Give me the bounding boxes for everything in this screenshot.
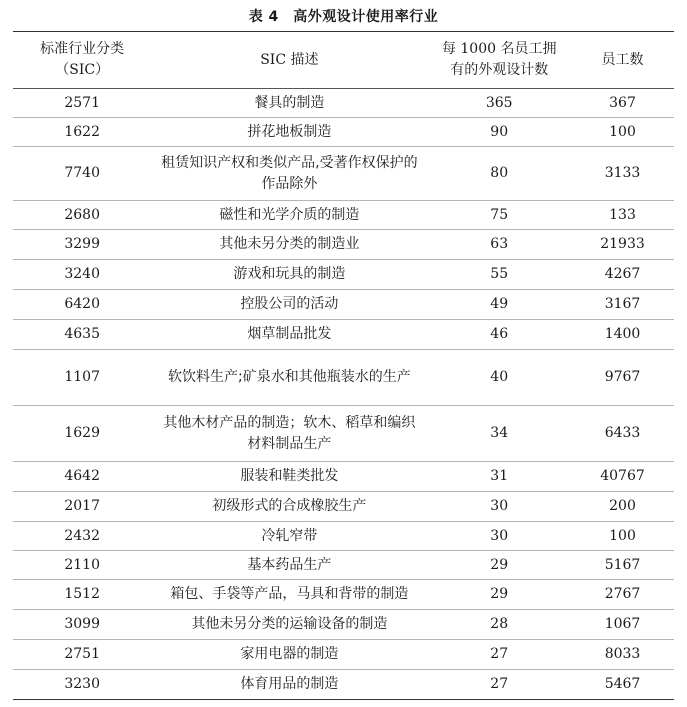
table-row [13,230,674,260]
row-sic-code: 2680 [64,206,100,223]
row-sic-code: 2751 [64,646,100,662]
row-designs-per-1000: 28 [490,616,509,632]
row-employees: 100 [609,123,636,140]
row-sic-code: 1622 [64,123,100,140]
row-sic-code: 4642 [64,468,100,484]
table-row [13,89,674,118]
table-row [13,670,674,700]
row-employees: 21933 [600,236,645,252]
header-employees: 员工数 [601,51,644,68]
row-sic-code: 2017 [64,498,100,514]
row-designs-per-1000: 30 [490,527,509,544]
row-designs-per-1000: 34 [490,425,509,441]
row-sic-desc: 冷轧窄带 [261,527,318,544]
header-sic-code: 标准行业分类（SIC） [40,41,125,78]
table-row [13,350,674,406]
row-sic-desc: 其他未另分类的制造业 [219,236,360,252]
row-sic-desc: 控股公司的活动 [240,296,339,312]
row-sic-desc: 家用电器的制造 [240,646,339,662]
row-sic-desc: 租赁知识产权和类似产品,受著作权保护的作品除外 [161,154,418,192]
table-row [13,118,674,147]
row-designs-per-1000: 55 [490,266,509,282]
table-row [13,640,674,670]
row-sic-code: 3240 [64,266,100,282]
row-designs-per-1000: 365 [485,94,513,111]
table-row [13,551,674,580]
row-employees: 367 [609,94,636,111]
row-sic-desc: 其他未另分类的运输设备的制造 [191,616,388,632]
row-employees: 200 [609,498,636,514]
row-sic-code: 2571 [64,94,100,111]
header-designs-per-1000: 每 1000 名员工拥有的外观设计数 [441,41,557,78]
row-sic-desc: 初级形式的合成橡胶生产 [212,498,367,514]
row-sic-desc: 软饮料生产;矿泉水和其他瓶装水的生产 [168,369,411,385]
row-sic-code: 4635 [64,326,100,342]
row-sic-desc: 烟草制品批发 [247,326,332,342]
table-row [13,462,674,492]
row-designs-per-1000: 49 [490,296,509,312]
row-designs-per-1000: 29 [490,586,509,602]
row-employees: 3133 [604,165,641,181]
row-designs-per-1000: 29 [490,556,509,573]
industry-design-table [13,31,674,700]
table-row [13,147,674,201]
row-designs-per-1000: 30 [490,498,509,514]
row-sic-desc: 磁性和光学介质的制造 [219,206,360,223]
row-designs-per-1000: 31 [490,468,509,484]
row-employees: 9767 [604,369,641,385]
table-row [13,522,674,551]
row-employees: 40767 [600,468,645,484]
row-employees: 133 [609,206,636,223]
row-designs-per-1000: 80 [490,165,509,181]
row-employees: 5167 [604,556,641,573]
row-designs-per-1000: 63 [490,236,509,252]
row-sic-code: 2432 [64,527,100,544]
row-designs-per-1000: 40 [490,369,509,385]
table-row [13,201,674,230]
row-employees: 100 [609,527,636,544]
row-designs-per-1000: 46 [490,326,509,342]
row-sic-code: 3299 [64,236,100,252]
row-sic-desc: 箱包、手袋等产品，马具和背带的制造 [170,586,409,602]
table-header-row [13,32,674,89]
row-employees: 6433 [604,425,641,441]
row-sic-code: 6420 [64,296,100,312]
row-employees: 8033 [604,646,641,662]
row-sic-desc: 游戏和玩具的制造 [233,266,346,282]
row-sic-code: 1629 [64,425,100,441]
row-designs-per-1000: 27 [490,676,509,692]
table-row [13,610,674,640]
row-sic-code: 3230 [64,676,100,692]
row-sic-desc: 服装和鞋类批发 [240,468,339,484]
row-sic-desc: 体育用品的制造 [240,676,339,692]
row-designs-per-1000: 27 [490,646,509,662]
row-employees: 5467 [604,676,641,692]
row-employees: 1400 [604,326,641,342]
table-row [13,580,674,610]
table-row [13,260,674,290]
table-row [13,406,674,462]
table-title: 表 4 高外观设计使用率行业 [248,9,439,25]
row-sic-code: 2110 [64,556,100,573]
row-sic-code: 7740 [64,165,100,181]
row-sic-desc: 基本药品生产 [247,556,332,573]
row-sic-code: 1107 [64,369,100,385]
row-designs-per-1000: 75 [490,206,509,223]
row-sic-code: 3099 [64,616,100,632]
table-row [13,492,674,522]
row-sic-code: 1512 [64,586,100,602]
table-row [13,290,674,320]
row-employees: 3167 [604,296,641,312]
table-row [13,320,674,350]
row-employees: 4267 [604,266,641,282]
header-sic-desc: SIC 描述 [260,51,319,68]
row-employees: 1067 [604,616,641,632]
row-sic-desc: 餐具的制造 [254,94,325,111]
row-employees: 2767 [604,586,641,602]
row-sic-desc: 拼花地板制造 [247,123,332,140]
row-designs-per-1000: 90 [490,123,509,140]
row-sic-desc: 其他木材产品的制造；软木、稻草和编织材料制品生产 [163,414,416,452]
